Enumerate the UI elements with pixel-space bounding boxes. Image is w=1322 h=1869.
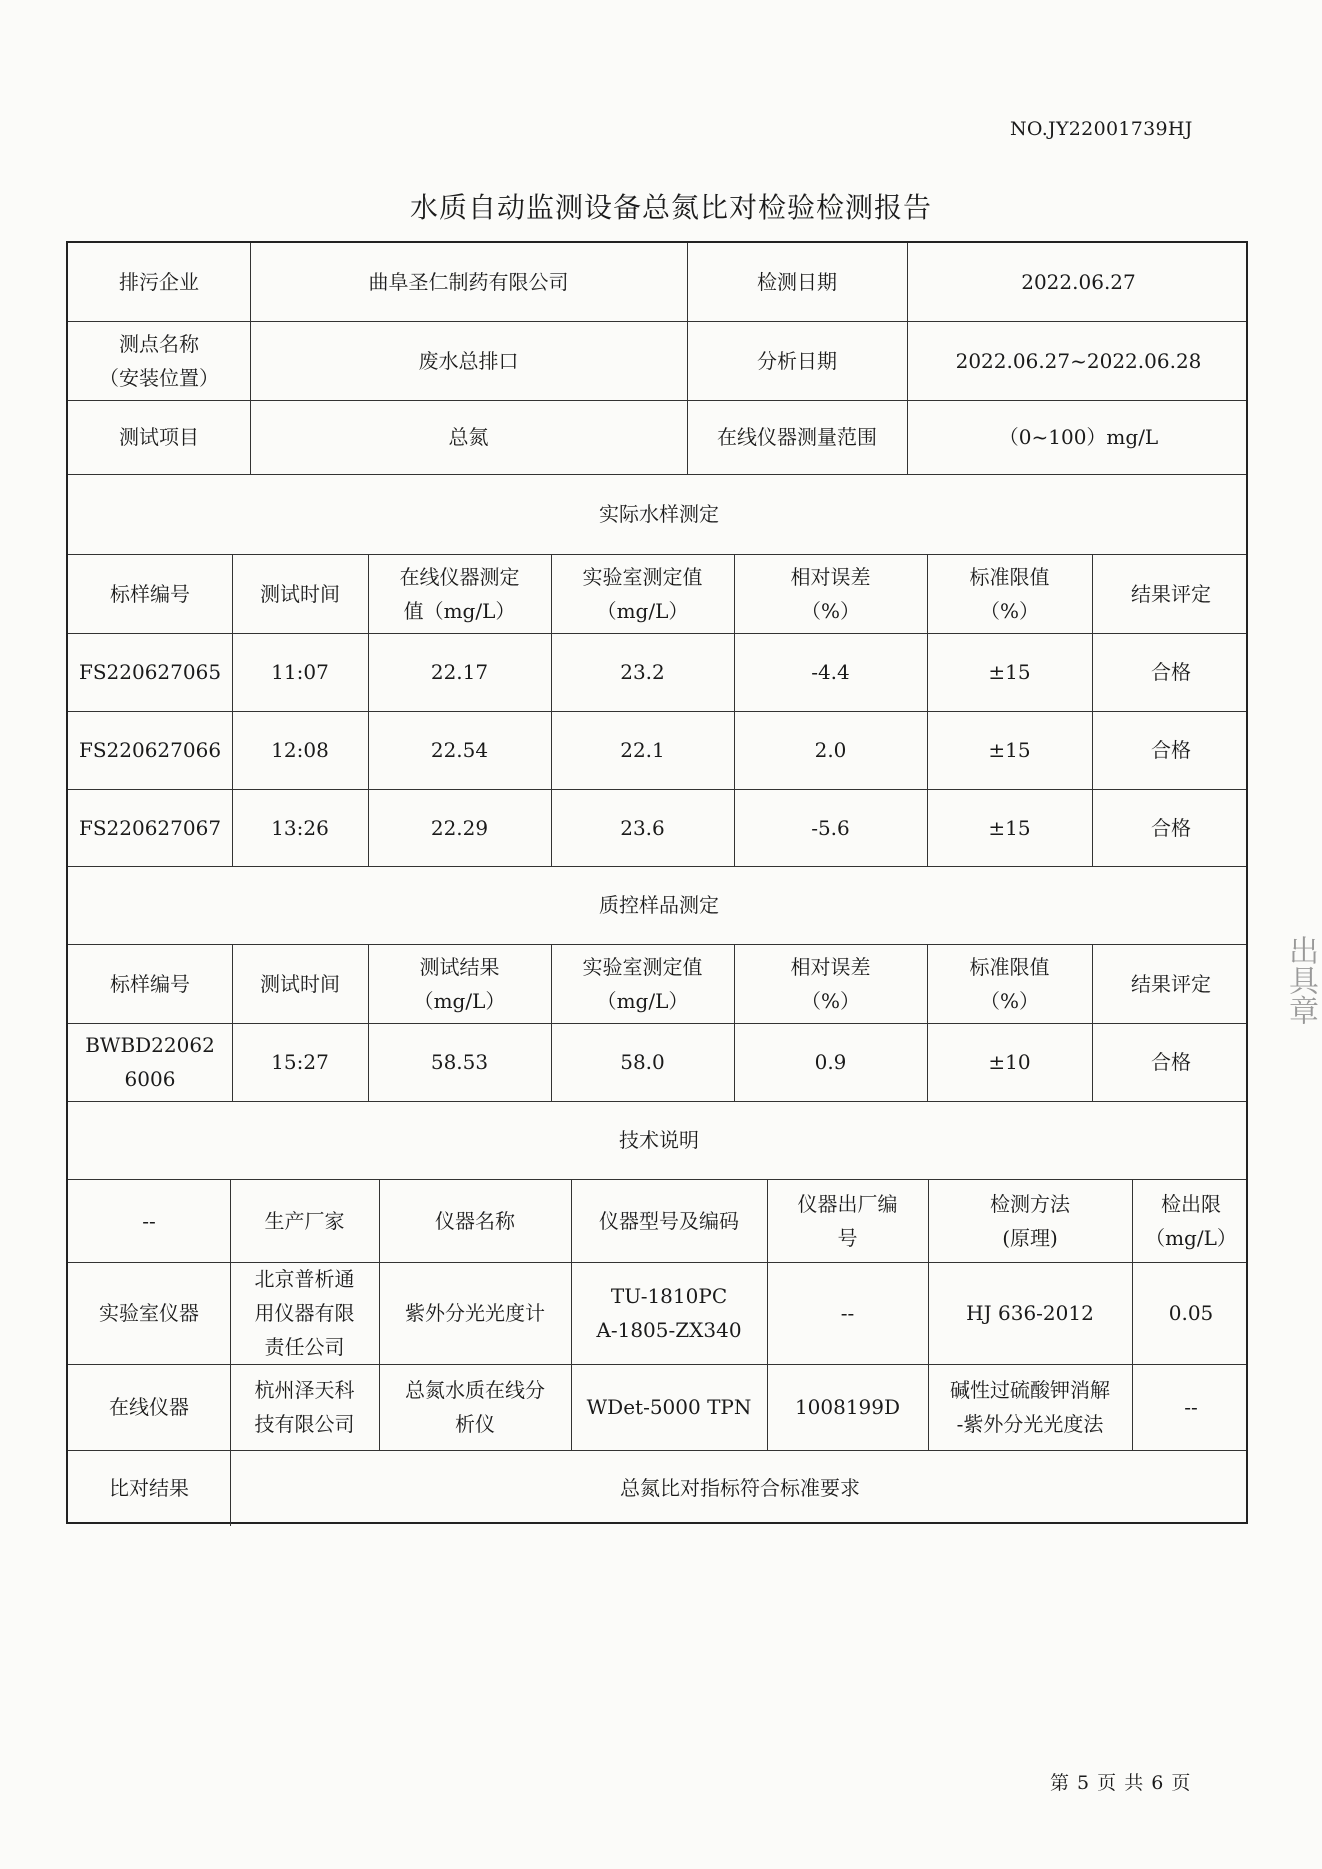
table-row-cell: ±15 bbox=[988, 815, 1031, 840]
table-row-cell: FS220627066 bbox=[78, 738, 222, 762]
table-row-cell: 0.05 bbox=[1168, 1301, 1214, 1325]
table-row-cell: FS220627065 bbox=[78, 660, 222, 684]
table-row-cell: 12:08 bbox=[271, 738, 329, 762]
analysis-date-value: 2022.06.27~2022.06.28 bbox=[955, 348, 1202, 373]
page-number: 第 5 页 共 6 页 bbox=[1050, 1772, 1192, 1794]
site-label: 测点名称 （安装位置） bbox=[99, 331, 219, 390]
table-row-cell: 22.17 bbox=[430, 660, 489, 684]
tech-header-blank: -- bbox=[142, 1208, 156, 1233]
table-row-cell: 合格 bbox=[1151, 1050, 1191, 1074]
analysis-date-label: 分析日期 bbox=[757, 348, 837, 373]
qc-header-relative-error: 相对误差 （%） bbox=[790, 954, 871, 1013]
range-value: （0~100）mg/L bbox=[998, 425, 1159, 449]
table-row-cell: 23.2 bbox=[620, 660, 665, 684]
table-row-cell: -- bbox=[1184, 1395, 1198, 1419]
enterprise-value: 曲阜圣仁制药有限公司 bbox=[368, 270, 569, 294]
tech-header-method: 检测方法 (原理) bbox=[990, 1191, 1070, 1250]
report-number: NO.JY22001739HJ bbox=[1010, 118, 1193, 140]
table-row-cell: ±15 bbox=[988, 738, 1031, 762]
actual-header-lab-value: 实验室测定值 （mg/L） bbox=[582, 564, 703, 623]
table-row-cell: 22.1 bbox=[620, 738, 665, 762]
comparison-value: 总氮比对指标符合标准要求 bbox=[620, 1476, 860, 1500]
table-row-cell: ±10 bbox=[988, 1050, 1031, 1074]
tech-section-title: 技术说明 bbox=[619, 1128, 699, 1152]
table-row-cell: TU-1810PC A-1805-ZX340 bbox=[596, 1284, 742, 1342]
table-row-cell: 1008199D bbox=[794, 1395, 901, 1419]
table-row-cell: 合格 bbox=[1151, 815, 1191, 840]
table-row-cell: 北京普析通 用仪器有限 责任公司 bbox=[254, 1267, 355, 1359]
qc-header-lab-value: 实验室测定值 （mg/L） bbox=[582, 954, 703, 1013]
qc-header-result: 结果评定 bbox=[1131, 971, 1211, 996]
table-row-cell: 在线仪器 bbox=[109, 1395, 189, 1419]
table-row-cell: 23.6 bbox=[620, 815, 665, 840]
actual-header-test-time: 测试时间 bbox=[260, 581, 340, 606]
table-row-cell: 杭州泽天科 技有限公司 bbox=[254, 1378, 355, 1436]
actual-header-limit: 标准限值 （%） bbox=[969, 564, 1050, 623]
table-row-cell: -4.4 bbox=[811, 660, 850, 684]
table-row-cell: 58.53 bbox=[430, 1050, 489, 1074]
item-label: 测试项目 bbox=[119, 425, 199, 449]
table-row-cell: 22.54 bbox=[430, 738, 489, 762]
qc-header-test-result: 测试结果 （mg/L） bbox=[413, 954, 506, 1013]
table-row-cell: 2.0 bbox=[814, 738, 847, 762]
table-row-cell: 58.0 bbox=[620, 1050, 665, 1074]
qc-header-limit: 标准限值 （%） bbox=[969, 954, 1050, 1013]
seal-mark: 出具章 bbox=[1283, 935, 1318, 1025]
tech-header-detection-limit: 检出限 （mg/L） bbox=[1145, 1191, 1237, 1250]
qc-header-test-time: 测试时间 bbox=[260, 971, 340, 996]
table-row-cell: ±15 bbox=[988, 660, 1031, 684]
site-value: 废水总排口 bbox=[418, 348, 519, 373]
table-row-cell: 碱性过硫酸钾消解 -紫外分光光度法 bbox=[950, 1378, 1110, 1436]
table-row-cell: 22.29 bbox=[430, 815, 489, 840]
actual-header-sample-id: 标样编号 bbox=[110, 581, 190, 606]
table-row-cell: WDet-5000 TPN bbox=[586, 1395, 752, 1419]
table-row-cell: FS220627067 bbox=[78, 815, 222, 840]
report-table bbox=[66, 241, 1248, 1524]
detect-date-value: 2022.06.27 bbox=[1021, 270, 1136, 294]
detect-date-label: 检测日期 bbox=[757, 270, 837, 294]
table-row-cell: 合格 bbox=[1151, 738, 1191, 762]
tech-header-model: 仪器型号及编码 bbox=[599, 1208, 739, 1233]
actual-header-result: 结果评定 bbox=[1131, 581, 1211, 606]
table-row-cell: 0.9 bbox=[814, 1050, 847, 1074]
tech-header-manufacturer: 生产厂家 bbox=[264, 1208, 345, 1233]
actual-header-online-value: 在线仪器测定 值（mg/L） bbox=[399, 564, 520, 623]
table-row-cell: 实验室仪器 bbox=[99, 1301, 199, 1325]
range-label: 在线仪器测量范围 bbox=[717, 425, 877, 449]
tech-header-serial: 仪器出厂编 号 bbox=[797, 1191, 898, 1250]
tech-header-instrument-name: 仪器名称 bbox=[435, 1208, 515, 1233]
table-row-cell: 13:26 bbox=[271, 815, 329, 840]
actual-section-title: 实际水样测定 bbox=[599, 502, 719, 526]
table-row-cell: HJ 636-2012 bbox=[966, 1301, 1094, 1325]
table-row-cell: 11:07 bbox=[271, 660, 329, 684]
table-row-cell: 总氮水质在线分 析仪 bbox=[405, 1378, 545, 1436]
comparison-label: 比对结果 bbox=[109, 1476, 189, 1500]
qc-section-title: 质控样品测定 bbox=[599, 893, 719, 917]
table-row-cell: 15:27 bbox=[271, 1050, 329, 1074]
item-value: 总氮 bbox=[448, 425, 489, 449]
table-row-cell: -- bbox=[840, 1301, 855, 1325]
table-row-cell: -5.6 bbox=[811, 815, 850, 840]
qc-header-sample-id: 标样编号 bbox=[110, 971, 190, 996]
table-row-cell: 紫外分光光度计 bbox=[405, 1301, 545, 1325]
report-title: 水质自动监测设备总氮比对检验检测报告 bbox=[409, 191, 932, 224]
table-row-cell: 合格 bbox=[1151, 660, 1191, 684]
actual-header-relative-error: 相对误差 （%） bbox=[790, 564, 871, 623]
table-row-cell: BWBD22062 6006 bbox=[85, 1033, 215, 1091]
enterprise-label: 排污企业 bbox=[119, 270, 199, 294]
